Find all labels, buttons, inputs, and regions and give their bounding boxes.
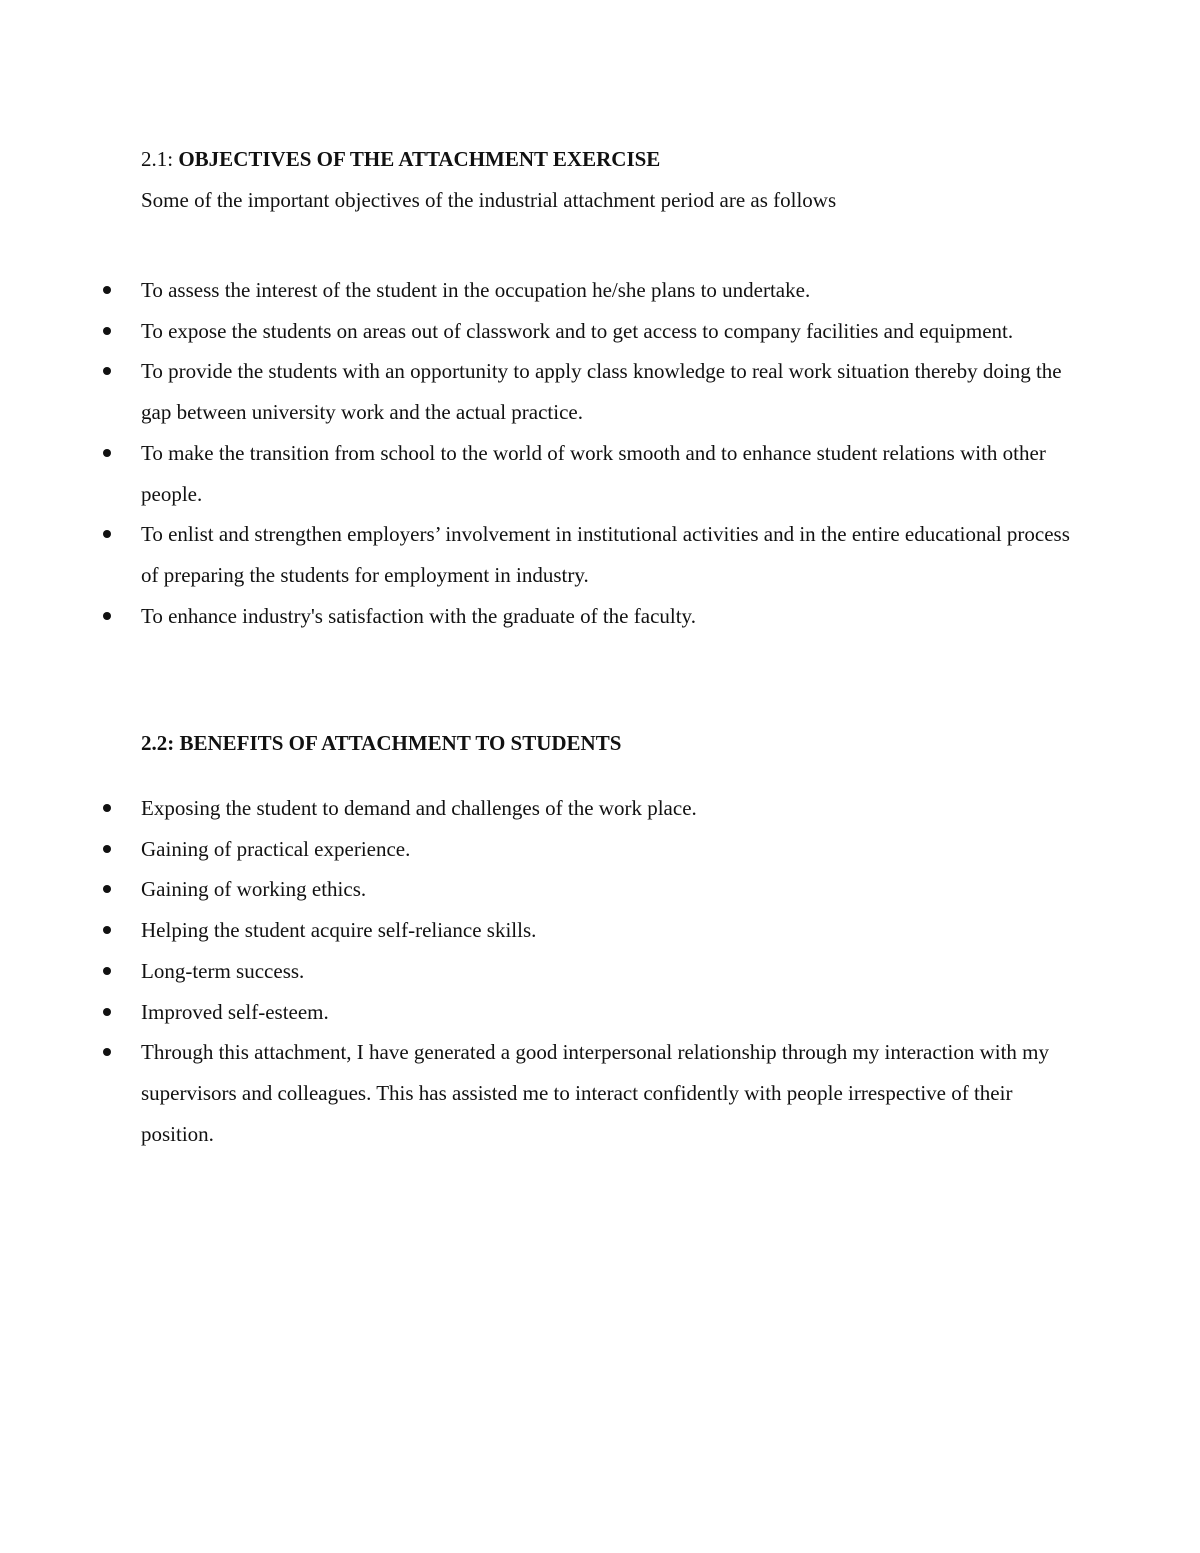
bullet-icon [103, 885, 111, 893]
list-item-text: To assess the interest of the student in the occupation he/she plans to undertake. [141, 278, 811, 302]
section-title: BENEFITS OF ATTACHMENT TO STUDENTS [179, 731, 622, 755]
bullet-icon [103, 1048, 111, 1056]
list-item-text: To enlist and strengthen employers’ involvement in institutional activities and in the entire educational process of preparing the students for employment in industry. [141, 522, 1070, 587]
list-item-text: Gaining of working ethics. [141, 877, 367, 902]
list-item [0, 1032, 1071, 1154]
bullet-icon [103, 530, 111, 538]
section-heading-benefits [141, 731, 621, 755]
list-item [0, 514, 1071, 595]
list-item [0, 788, 1071, 829]
section-heading-objectives [141, 147, 660, 171]
list-item [0, 992, 1071, 1033]
list-item [0, 869, 1071, 910]
bullet-icon [103, 926, 111, 934]
list-item-text: Gaining of practical experience. [141, 836, 411, 861]
list-item-text: Through this attachment, I have generated a good interpersonal relationship through my interaction with my supervisors and colleagues. This has assisted me to interact confidently with people irrespective of their position. [141, 1040, 1049, 1146]
list-item-text: Helping the student acquire self-reliance skills. [141, 918, 537, 943]
bullet-icon [103, 286, 111, 294]
list-item-text: Long-term success. [141, 958, 305, 983]
list-item [0, 951, 1071, 992]
list-item [0, 270, 1071, 311]
bullet-icon [103, 1008, 111, 1016]
benefits-list [0, 788, 1200, 1154]
list-item-text: To expose the students on areas out of classwork and to get access to company facilities and equipment. [141, 318, 1014, 343]
list-item [0, 433, 1071, 514]
section-number: 2.2: [141, 731, 175, 755]
bullet-icon [103, 967, 111, 975]
bullet-icon [103, 612, 111, 620]
section-number: 2.1: [141, 147, 174, 171]
bullet-icon [103, 845, 111, 853]
section-title: OBJECTIVES OF THE ATTACHMENT EXERCISE [178, 147, 661, 171]
bullet-icon [103, 367, 111, 375]
list-item-text: To enhance industry's satisfaction with the graduate of the faculty. [141, 603, 696, 628]
list-item [0, 311, 1071, 352]
list-item-text: To provide the students with an opportunity to apply class knowledge to real work situation thereby doing the gap between university work and the actual practice. [141, 359, 1062, 425]
objectives-list [0, 270, 1200, 636]
list-item [0, 351, 1071, 432]
list-item-text: Improved self-esteem. [141, 999, 329, 1024]
bullet-icon [103, 804, 111, 812]
list-item [0, 910, 1071, 951]
intro-paragraph: Some of the important objectives of the industrial attachment period are as follows [141, 188, 837, 212]
bullet-icon [103, 327, 111, 335]
list-item-text: Exposing the student to demand and challenges of the work place. [141, 796, 697, 820]
list-item [0, 596, 1071, 637]
bullet-icon [103, 449, 111, 457]
list-item-text: To make the transition from school to the world of work smooth and to enhance student relations with other people. [141, 440, 1046, 506]
list-item [0, 829, 1071, 870]
